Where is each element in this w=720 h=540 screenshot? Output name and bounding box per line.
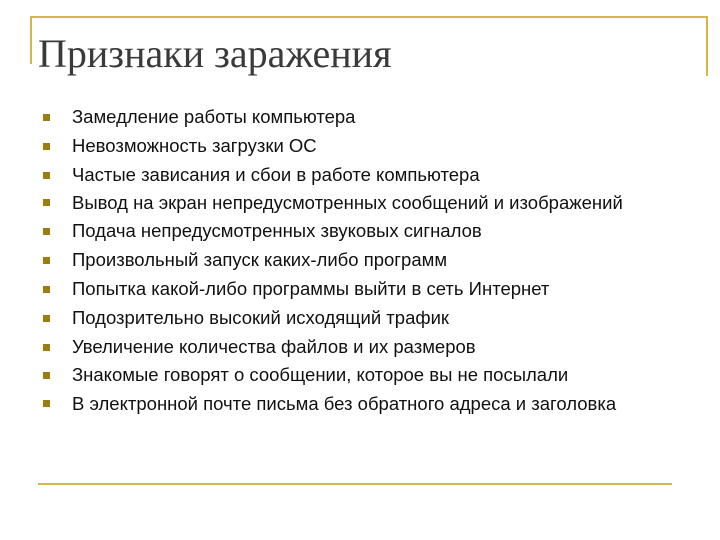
bullet-text: В электронной почте письма без обратного адреса и заголовка — [72, 393, 617, 415]
square-bullet-icon — [43, 199, 50, 206]
right-frame-line — [706, 16, 708, 76]
bottom-divider-line — [38, 483, 672, 485]
bullet-text: Попытка какой-либо программы выйти в сеть Интернет — [72, 277, 550, 299]
bullet-text: Произвольный запуск каких-либо программ — [72, 249, 448, 271]
square-bullet-icon — [43, 400, 50, 407]
bullet-item — [40, 103, 680, 132]
bullet-item — [40, 189, 680, 217]
bullet-item — [40, 217, 680, 246]
bullet-item — [40, 246, 680, 275]
square-bullet-icon — [43, 114, 50, 121]
bullet-text: Вывод на экран непредусмотренных сообщений и изображений — [72, 192, 623, 214]
bullet-item — [40, 275, 680, 304]
square-bullet-icon — [43, 344, 50, 351]
slide-title: Признаки заражения — [38, 31, 392, 76]
bullet-item — [40, 333, 680, 362]
bullet-text: Увеличение количества файлов и их размеров — [72, 335, 476, 357]
bullet-item — [40, 390, 680, 418]
left-frame-line — [30, 16, 32, 64]
square-bullet-icon — [43, 286, 50, 293]
bullet-text: Частые зависания и сбои в работе компьютера — [72, 163, 480, 185]
bullet-item — [40, 161, 680, 190]
square-bullet-icon — [43, 228, 50, 235]
square-bullet-icon — [43, 315, 50, 322]
bullet-item — [40, 361, 680, 390]
square-bullet-icon — [43, 257, 50, 264]
bullet-text: Подозрительно высокий исходящий трафик — [72, 306, 450, 328]
bullet-list — [40, 103, 680, 418]
square-bullet-icon — [43, 143, 50, 150]
bullet-text: Подача непредусмотренных звуковых сигналов — [72, 220, 482, 242]
bullet-text: Замедление работы компьютера — [72, 106, 356, 127]
bullet-item — [40, 304, 680, 333]
square-bullet-icon — [43, 172, 50, 179]
top-divider-line — [30, 16, 708, 18]
bullet-text: Знакомые говорят о сообщении, которое вы не посылали — [72, 364, 569, 386]
bullet-text: Невозможность загрузки ОС — [72, 134, 317, 156]
bullet-item — [40, 132, 680, 161]
square-bullet-icon — [43, 372, 50, 379]
